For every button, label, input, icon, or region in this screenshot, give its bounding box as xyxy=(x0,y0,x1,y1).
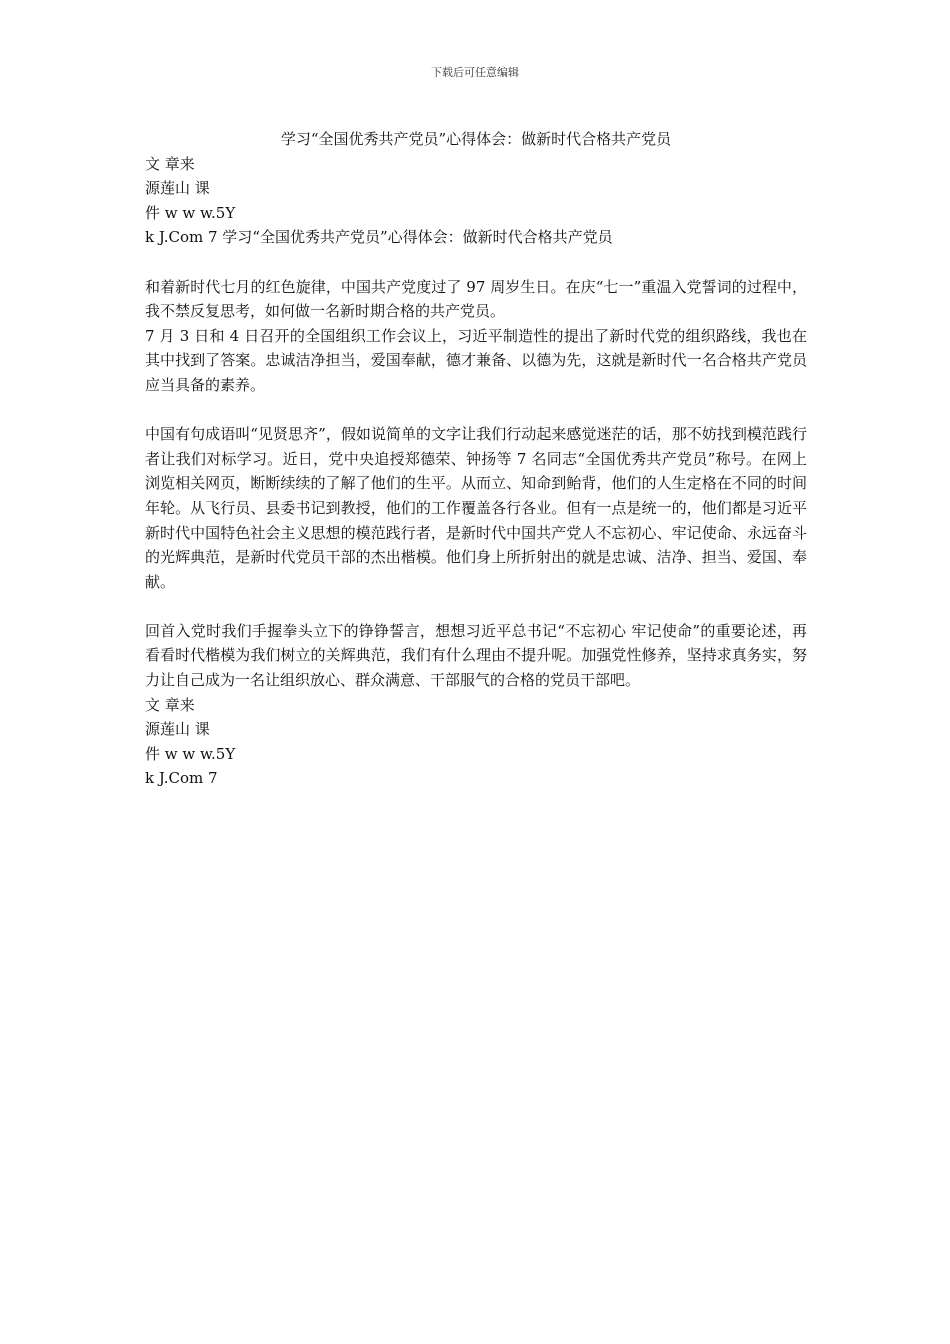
paragraph-gap xyxy=(145,594,807,619)
source-line: 文 章来 xyxy=(145,695,195,714)
document-title: 学习“全国优秀共产党员”心得体会：做新时代合格共产党员 xyxy=(280,130,672,148)
source-line: 源莲山 课 xyxy=(145,720,210,739)
source-line: 文 章来 xyxy=(145,154,195,173)
source-line: 件 w w w.5Y xyxy=(145,203,236,222)
paragraph-gap xyxy=(145,250,807,275)
document-body xyxy=(145,127,807,791)
paragraph-conclusion: 回首入党时我们手握拳头立下的铮铮誓言，想想习近平总书记“不忘初心 牢记使命”的重要论述，再看看时代楷模为我们树立的关辉典范，我们有什么理由不提升呢。加强党性修养，坚持求真务实，努力让自己成为一名让组织放心、群众满意、干部服气的合格的党员干部吧。 xyxy=(145,621,807,690)
paragraph-role-models: 中国有句成语叫“见贤思齐”，假如说简单的文字让我们行动起来感觉迷茫的话，那不妨找到模范践行者让我们对标学习。近日，党中央追授郑德荣、钟扬等 7 名同志“全国优秀共产党员”称号。在网上浏览相关网页，断断续续的了解了他们的生平。从而立、知命到鲐背，他们的人生定格在不同的时间年轮。从飞行员、县委书记到教授，他们的工作覆盖各行各业。但有一点是统一的，他们都是习近平新时代中国特色社会主义思想的模范践行者，是新时代中国共产党人不忘初心、牢记使命、永远奋斗的光辉典范，是新时代党员干部的杰出楷模。他们身上所折射出的就是忠诚、洁净、担当、爱国、奉献。 xyxy=(145,425,807,591)
source-line: k J.Com 7 xyxy=(145,769,218,788)
source-line: 源莲山 课 xyxy=(145,179,210,198)
paragraph-intro: 和着新时代七月的红色旋律，中国共产党度过了 97 周岁生日。在庆“七一”重温入党誓词的过程中，我不禁反复思考，如何做一名新时期合格的共产党员。 xyxy=(145,277,807,321)
source-line-with-title: k J.Com 7 学习“全国优秀共产党员”心得体会：做新时代合格共产党员 xyxy=(145,228,613,247)
source-line: 件 w w w.5Y xyxy=(145,744,236,763)
paragraph-conference: 7 月 3 日和 4 日召开的全国组织工作会议上，习近平制造性的提出了新时代党的组织路线，我也在其中找到了答案。忠诚洁净担当，爱国奉献，德才兼备、以德为先，这就是新时代一名合格共产党员应当具备的素养。 xyxy=(145,326,807,394)
paragraph-gap xyxy=(145,398,807,423)
download-edit-note: 下载后可任意编辑 xyxy=(431,66,519,79)
